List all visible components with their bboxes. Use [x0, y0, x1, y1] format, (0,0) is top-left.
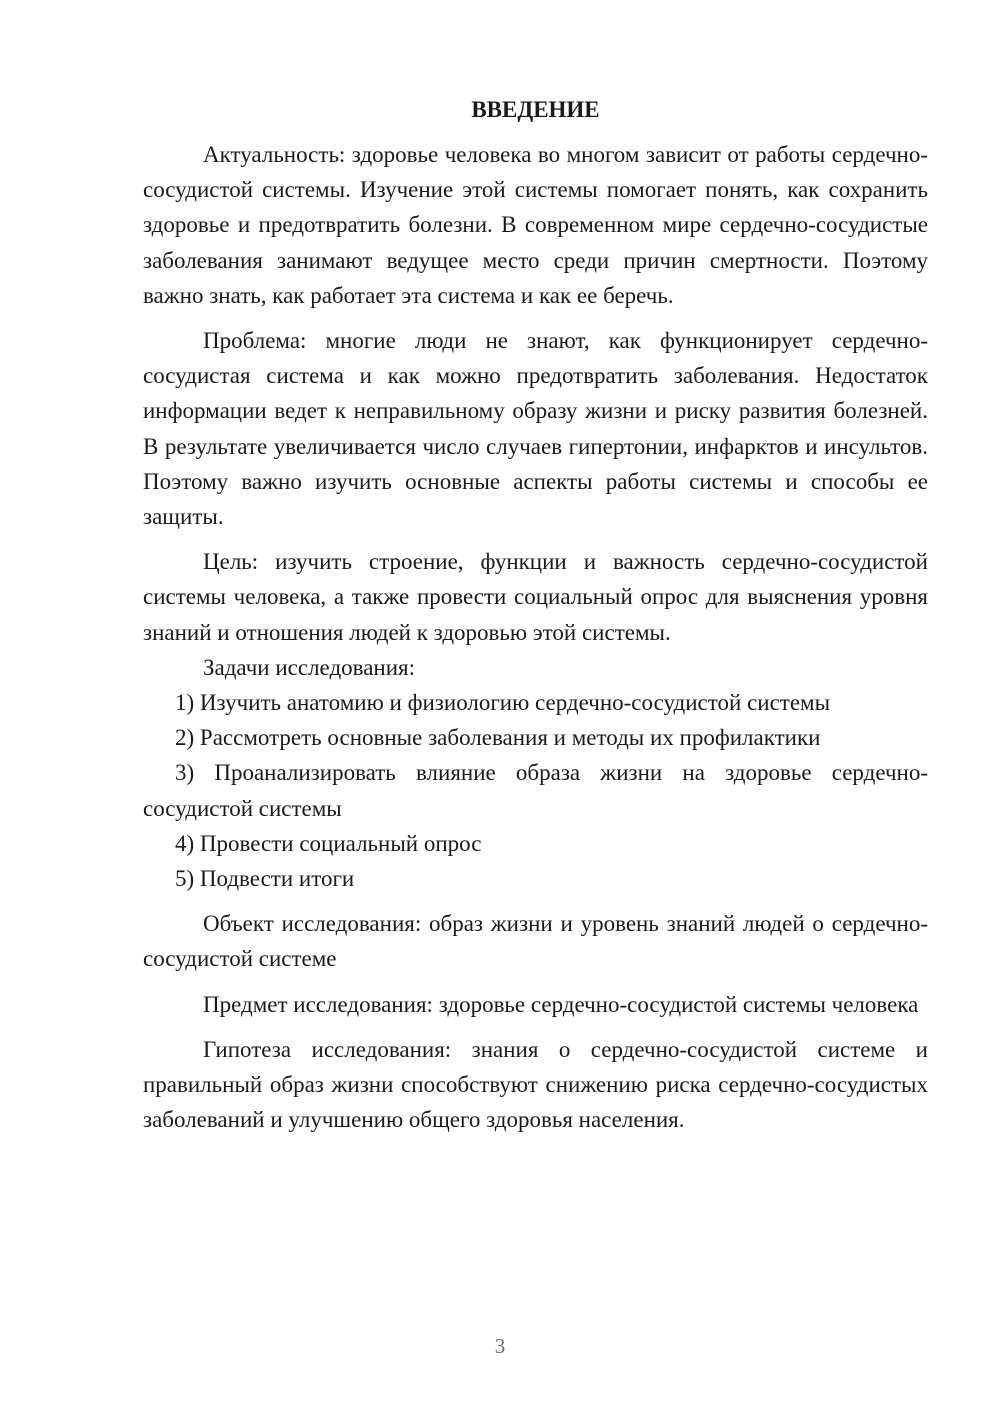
paragraph-relevance: Актуальность: здоровье человека во многом зависит от работы сердечно-сосудистой системы. Изучение этой системы помогает понять, как сохранить здоровье и предотвратить болезни. В современном мире сердечно-сосудистые заболевания занимают ведущее место среди причин смертности. Поэтому важно знать, как работает эта система и как ее беречь. — [143, 142, 928, 308]
task-item-3: 3) Проанализировать влияние образа жизни на здоровье сердечно-сосудистой системы — [143, 760, 928, 821]
task-item-4: 4) Провести социальный опрос — [175, 830, 482, 856]
task-item-1: 1) Изучить анатомию и физиологию сердечно-сосудистой системы — [175, 690, 831, 716]
page-content — [143, 92, 928, 1137]
paragraph-goal: Цель: изучить строение, функции и важность сердечно-сосудистой системы человека, а также провести социальный опрос для выяснения уровня знаний и отношения людей к здоровью этой системы. — [143, 549, 928, 645]
task-item-2: 2) Рассмотреть основные заболевания и методы их профилактики — [175, 725, 821, 751]
paragraph-subject: Предмет исследования: здоровье сердечно-сосудистой системы человека — [203, 991, 919, 1017]
task-item-5: 5) Подвести итоги — [175, 866, 355, 892]
page-number: 3 — [494, 1334, 506, 1358]
tasks-heading: Задачи исследования: — [203, 654, 416, 680]
paragraph-hypothesis: Гипотеза исследования: знания о сердечно-сосудистой системе и правильный образ жизни способствуют снижению риска сердечно-сосудистых заболеваний и улучшению общего здоровья населения. — [143, 1036, 928, 1133]
paragraph-object: Объект исследования: образ жизни и уровень знаний людей о сердечно-сосудистой системе — [143, 911, 928, 972]
section-title: ВВЕДЕНИЕ — [471, 97, 600, 122]
paragraph-problem: Проблема: многие люди не знают, как функционирует сердечно-сосудистая система и как можно предотвратить заболевания. Недостаток информации ведет к неправильному образу жизни и риску развития болезней. В результате увеличивается число случаев гипертонии, инфарктов и инсультов. Поэтому важно изучить основные аспекты работы системы и способы ее защиты. — [143, 328, 928, 530]
